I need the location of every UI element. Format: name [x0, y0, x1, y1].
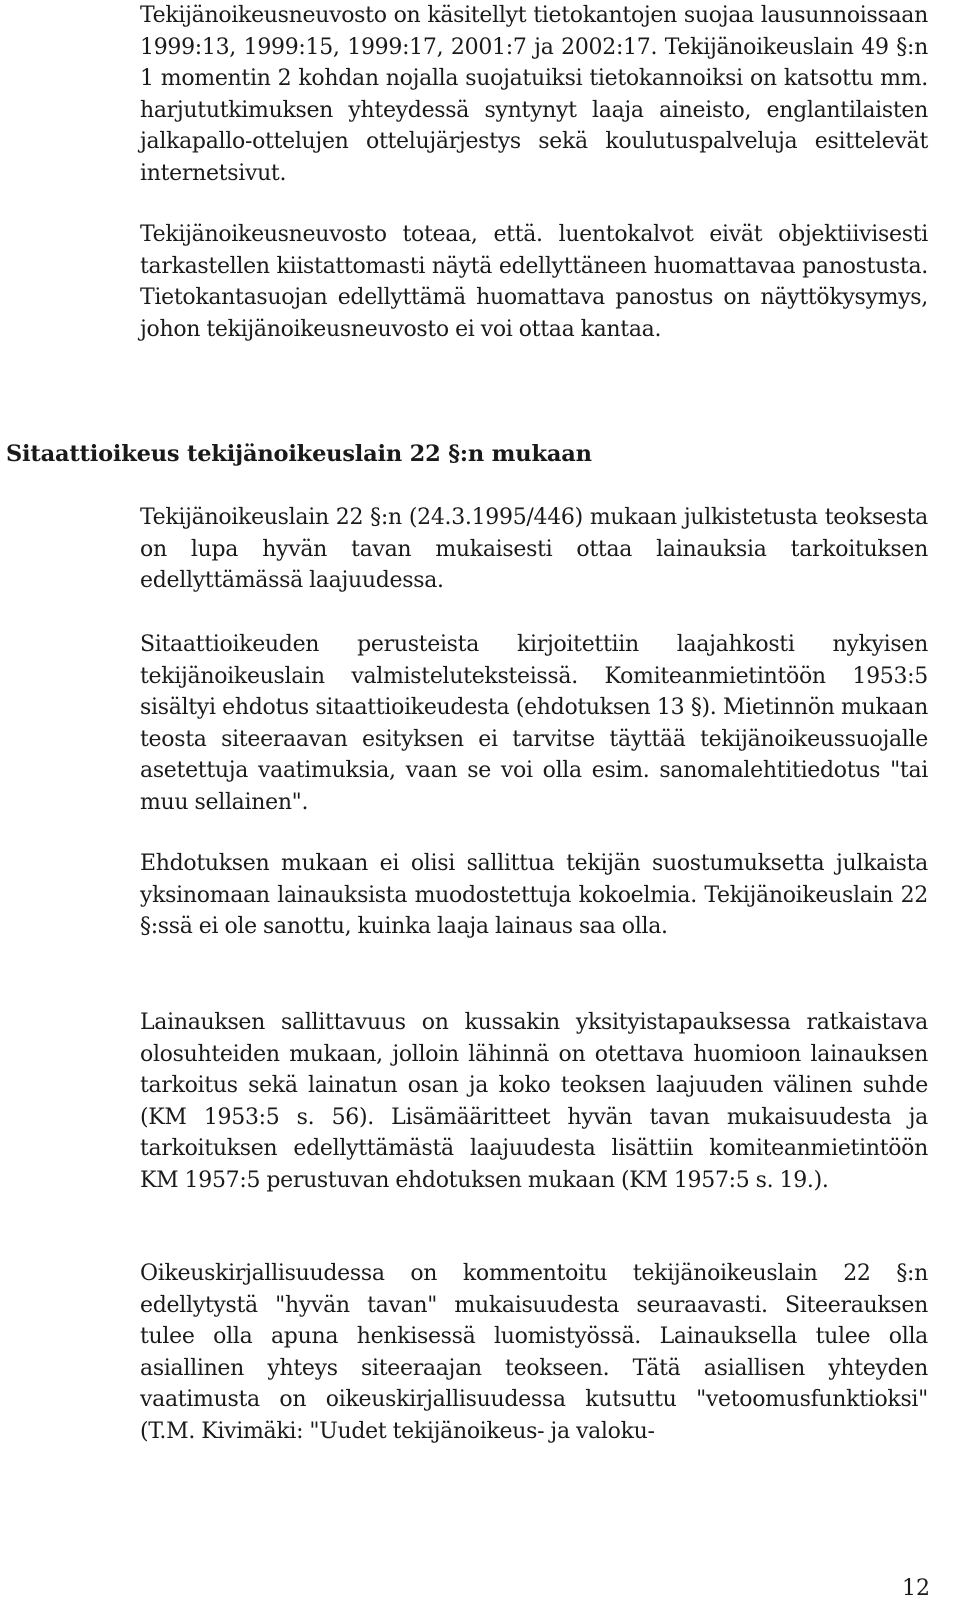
paragraph-database-protection: Tekijänoikeusneuvosto on käsitellyt tietokantojen suojaa lausunnoissaan 1999:13, 1999:15, 1999:17, 2001:7 ja 2002:17. Tekijänoikeuslain 49 §:n 1 momentin 2 kohdan nojalla suojatuiksi tietokannoiksi on katsottu mm. harjututkimuksen yhteydessä syntynyt laaja aineisto, englantilaisten jalkapallo-ottelujen ottelujärjestys sekä koulutuspalveluja esittelevät internetsivut. [140, 3, 928, 186]
page-number: 12 [902, 1576, 930, 1601]
paragraph-preparatory-texts: Sitaattioikeuden perusteista kirjoitettiin laajahkosti nykyisen tekijänoikeuslain valmisteluteksteissä. Komiteanmietintöön 1953:5 sisältyi ehdotus sitaattioikeudesta (ehdotuksen 13 §). Mietinnön mukaan teosta siteeraavan esityksen ei tarvitse täyttää tekijänoikeussuojalle asetettuja vaatimuksia, vaan se voi olla esim. sanomalehtitiedotus "tai muu sellainen". [140, 632, 928, 815]
paragraph-council-statement: Tekijänoikeusneuvosto toteaa, että. luentokalvot eivät objektiivisesti tarkastellen kiistattomasti näytä edellyttäneen huomattavaa panostusta. Tietokantasuojan edellyttämä huomattava panostus on näyttökysymys, johon tekijänoikeusneuvosto ei voi ottaa kantaa. [140, 222, 928, 342]
paragraph-quotation-law: Tekijänoikeuslain 22 §:n (24.3.1995/446) mukaan julkistetusta teoksesta on lupa hyvän tavan mukaisesti ottaa lainauksia tarkoituksen edellyttämässä laajuudessa. [140, 505, 928, 593]
paragraph-proposal: Ehdotuksen mukaan ei olisi sallittua tekijän suostumuksetta julkaista yksinomaan lainauksista muodostettuja kokoelmia. Tekijänoikeuslain 22 §:ssä ei ole sanottu, kuinka laaja lainaus saa olla. [140, 851, 928, 939]
section-heading: Sitaattioikeus tekijänoikeuslain 22 §:n mukaan [6, 441, 592, 467]
paragraph-permissibility: Lainauksen sallittavuus on kussakin yksityistapauksessa ratkaistava olosuhteiden mukaan, jolloin lähinnä on otettava huomioon lainauksen tarkoitus sekä lainatun osan ja koko teoksen laajuuden välinen suhde (KM 1953:5 s. 56). Lisämääritteet hyvän tavan mukaisuudesta ja tarkoituksen edellyttämästä laajuudesta lisättiin komiteanmietintöön KM 1957:5 perustuvan ehdotuksen mukaan (KM 1957:5 s. 19.). [140, 1010, 928, 1193]
paragraph-legal-literature: Oikeuskirjallisuudessa on kommentoitu tekijänoikeuslain 22 §:n edellytystä "hyvän tavan" mukaisuudesta seuraavasti. Siteerauksen tulee olla apuna henkisessä luomistyössä. Lainauksella tulee olla asiallinen yhteys siteeraajan teokseen. Tätä asiallisen yhteyden vaatimusta on oikeuskirjallisuudessa kutsuttu "vetoomusfunktioksi" (T.M. Kivimäki: "Uudet tekijänoikeus- ja valoku- [140, 1261, 928, 1444]
